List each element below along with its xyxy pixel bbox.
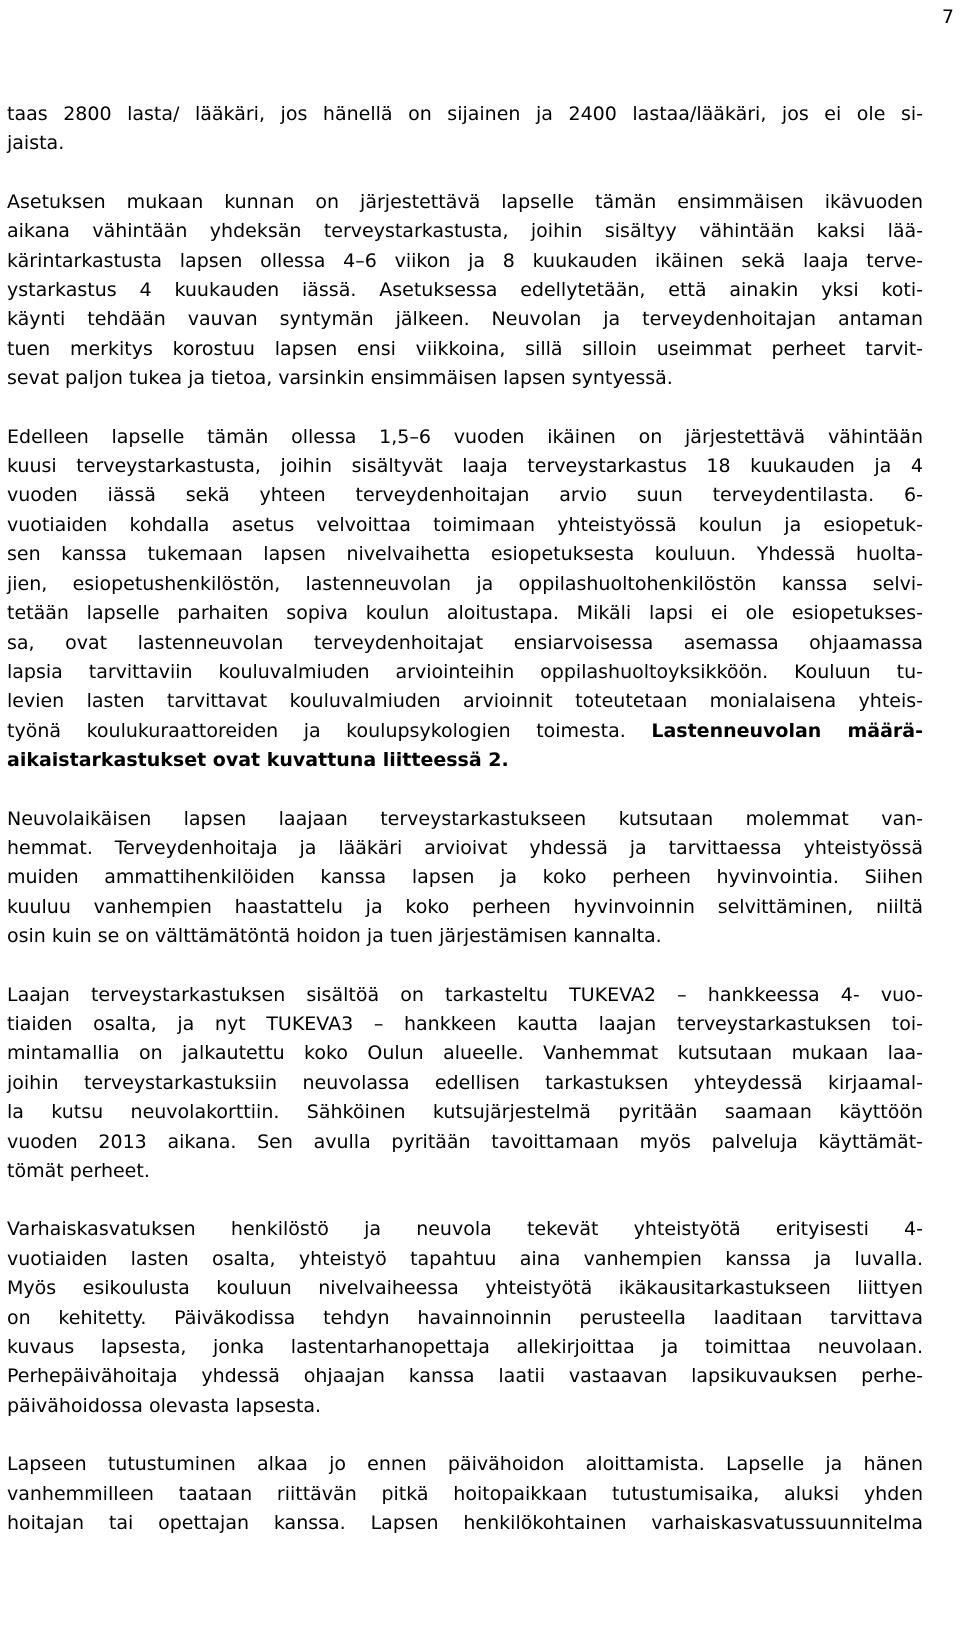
text-line: jien, esiopetushenkilöstön, lastenneuvolan ja oppilashuoltohenkilöstön kanssa selvi- — [7, 572, 923, 595]
text-line: Varhaiskasvatuksen henkilöstö ja neuvola tekevät yhteistyötä erityisesti 4- — [7, 1218, 923, 1241]
text-line: vuoden 2013 aikana. Sen avulla pyritään tavoittamaan myös palveluja käyttämät- — [7, 1130, 923, 1153]
text-line: käynti tehdään vauvan syntymän jälkeen. Neuvolan ja terveydenhoitajan antaman — [7, 308, 923, 331]
text-line: päivähoidossa olevasta lapsesta. — [7, 1394, 322, 1417]
text-line: sen kanssa tukemaan lapsen nivelvaihetta esiopetuksesta kouluun. Yhdessä huolta- — [7, 543, 923, 566]
text-line: aikana vähintään yhdeksän terveystarkastusta, joihin sisältyy vähintään kaksi lää- — [7, 220, 923, 243]
paragraph-2 — [7, 188, 923, 394]
bold-text-segment: Lastenneuvolan määrä- — [651, 719, 923, 742]
text-line: vuoden iässä sekä yhteen terveydenhoitajan arvio suun terveydentilasta. 6- — [7, 484, 923, 507]
text-line: lapsia tarvittaviin kouluvalmiuden arviointeihin oppilashuoltoyksikköön. Kouluun tu- — [7, 660, 923, 683]
bold-text-line: aikaistarkastukset ovat kuvattuna liitteessä 2. — [7, 749, 509, 772]
paragraph-6 — [7, 1215, 923, 1421]
text-line: Neuvolaikäisen lapsen laajaan terveystarkastukseen kutsutaan molemmat van- — [7, 807, 923, 830]
text-line: tömät perheet. — [7, 1160, 150, 1182]
text-line-mixed — [7, 717, 923, 746]
text-line: Laajan terveystarkastuksen sisältöä on tarkasteltu TUKEVA2 – hankkeessa 4- vuo- — [7, 983, 923, 1006]
text-line: jaista. — [7, 132, 65, 155]
document-body — [7, 100, 923, 1567]
paragraph-1 — [7, 100, 923, 159]
text-line: muiden ammattihenkilöiden kanssa lapsen ja koko perheen hyvinvointia. Siihen — [7, 866, 923, 889]
paragraph-3 — [7, 423, 923, 776]
text-line: taas 2800 lasta/ lääkäri, jos hänellä on sijainen ja 2400 lastaa/lääkäri, jos ei ole si- — [7, 103, 923, 125]
text-line: hemmat. Terveydenhoitaja ja lääkäri arvioivat yhdessä ja tarvittaessa yhteistyössä — [7, 836, 923, 859]
page-number: 7 — [941, 6, 954, 28]
text-line: kärintarkastusta lapsen ollessa 4–6 viikon ja 8 kuukauden ikäinen sekä laaja terve- — [7, 249, 923, 272]
text-line: Asetuksen mukaan kunnan on järjestettävä lapselle tämän ensimmäisen ikävuoden — [7, 190, 923, 213]
text-line: Perhepäivähoitaja yhdessä ohjaajan kanssa laatii vastaavan lapsikuvauksen perhe- — [7, 1365, 923, 1388]
text-line: kuuluu vanhempien haastattelu ja koko perheen hyvinvoinnin selvittäminen, niiltä — [7, 895, 923, 918]
text-line: kuusi terveystarkastusta, joihin sisältyvät laaja terveystarkastus 18 kuukauden ja 4 — [7, 455, 923, 478]
text-line: vanhemmilleen taataan riittävän pitkä hoitopaikkaan tutustumisaika, aluksi yhden — [7, 1482, 923, 1505]
text-line: vuotiaiden kohdalla asetus velvoittaa toimimaan yhteistyössä koulun ja esiopetuk- — [7, 513, 923, 536]
paragraph-7 — [7, 1450, 923, 1538]
text-line: sa, ovat lastenneuvolan terveydenhoitajat ensiarvoisessa asemassa ohjaamassa — [7, 631, 923, 654]
text-line: Edelleen lapselle tämän ollessa 1,5–6 vuoden ikäinen on järjestettävä vähintään — [7, 425, 923, 448]
text-segment: työnä koulukuraattoreiden ja koulupsykologien toimesta. — [7, 719, 652, 742]
text-line: kuvaus lapsesta, jonka lastentarhanopettaja allekirjoittaa ja toimittaa neuvolaan. — [7, 1336, 923, 1359]
text-line: ystarkastus 4 kuukauden iässä. Asetuksessa edellytetään, että ainakin yksi koti- — [7, 279, 923, 302]
text-line: tetään lapselle parhaiten sopiva koulun aloitustapa. Mikäli lapsi ei ole esiopetukses- — [7, 602, 923, 625]
text-line: levien lasten tarvittavat kouluvalmiuden arvioinnit toteutetaan monialaisena yhteis- — [7, 690, 923, 713]
text-line: tiaiden osalta, ja nyt TUKEVA3 – hankkeen kautta laajan terveystarkastuksen toi- — [7, 1012, 923, 1035]
text-line: tuen merkitys korostuu lapsen ensi viikkoina, sillä silloin useimmat perheet tarvit- — [7, 337, 923, 360]
text-line: la kutsu neuvolakorttiin. Sähköinen kutsujärjestelmä pyritään saamaan käyttöön — [7, 1101, 923, 1124]
text-line: joihin terveystarkastuksiin neuvolassa edellisen tarkastuksen yhteydessä kirjaamal- — [7, 1071, 923, 1094]
text-line: Myös esikoulusta kouluun nivelvaiheessa yhteistyötä ikäkausitarkastukseen liittyen — [7, 1277, 923, 1300]
paragraph-4 — [7, 805, 923, 952]
text-line: osin kuin se on välttämätöntä hoidon ja tuen järjestämisen kannalta. — [7, 925, 662, 948]
text-line: vuotiaiden lasten osalta, yhteistyö tapahtuu aina vanhempien kanssa ja luvalla. — [7, 1247, 923, 1270]
paragraph-5 — [7, 981, 923, 1187]
text-line: sevat paljon tukea ja tietoa, varsinkin ensimmäisen lapsen syntyessä. — [7, 367, 673, 390]
text-line: hoitajan tai opettajan kanssa. Lapsen henkilökohtainen varhaiskasvatussuunnitelma — [7, 1512, 923, 1535]
text-line: Lapseen tutustuminen alkaa jo ennen päivähoidon aloittamista. Lapselle ja hänen — [7, 1453, 923, 1476]
text-line: mintamallia on jalkautettu koko Oulun alueelle. Vanhemmat kutsutaan mukaan laa- — [7, 1042, 923, 1065]
text-line: on kehitetty. Päiväkodissa tehdyn havainnoinnin perusteella laaditaan tarvittava — [7, 1306, 923, 1329]
